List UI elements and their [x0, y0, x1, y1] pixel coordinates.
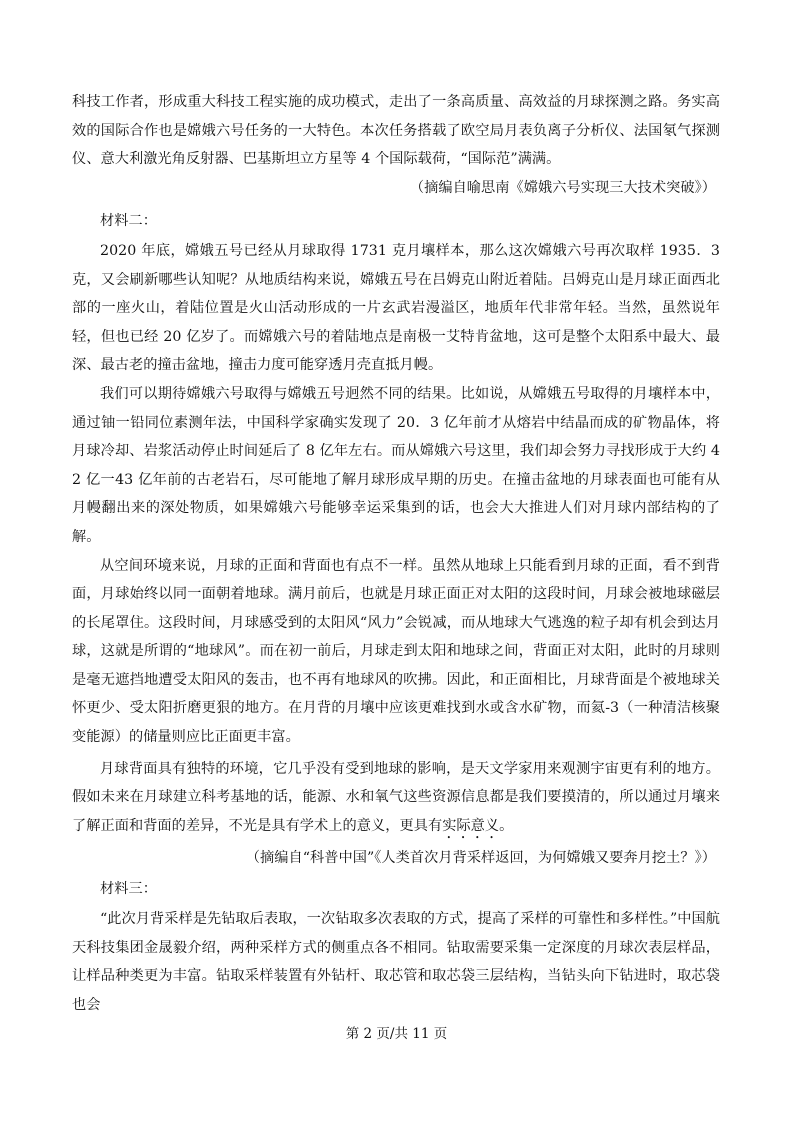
paragraph-material-2-2: 我们可以期待嫦娥六号取得与嫦娥五号迥然不同的结果。比如说，从嫦娥五号取得的月壤样本中，通过铀一铅同位素测年法，中国科学家确实发现了 20．3 亿年前才从熔岩中结晶而成的矿物晶体，将月球冷却、岩浆活动停止时间延后了 8 亿年左右。而从嫦娥六号这里，我们却会努力寻找形成于大约 42 亿一43 亿年前的古老岩石，尽可能地了解月球形成早期的历史。在撞击盆地的月球表面也可能有从月幔翻出来的深处物质，如果嫦娥六号能够幸运采集到的话，也会大大推进人们对月球内部结构的了解。: [72, 385, 720, 545]
section-heading-material-3: 材料三：: [100, 881, 157, 898]
source-citation-1: （摘编自喻思南《嫦娥六号实现三大技术突破》）: [409, 179, 716, 196]
paragraph-text-end: 。: [499, 817, 514, 834]
paragraph-material-2-3: 从空间环境来说，月球的正面和背面也有点不一样。虽然从地球上只能看到月球的正面，看不到背面，月球始终以同一面朝着地球。满月前后，也就是月球正面正对太阳的这段时间，月球会被地球磁层的长尾罩住。这段时间，月球感受到的太阳风“风力”会锐减，而从地球大气逃逸的粒子却有机会到达月球，这就是所谓的“地球风”。而在初一前后，月球走到太阳和地球之间，背面正对太阳，此时的月球则是毫无遮挡地遭受太阳风的轰击，也不再有地球风的吹拂。因此，和正面相比，月球背面是个被地球关怀更少、受太阳折磨更狠的地方。在月背的月壤中应该更难找到水或含水矿物，而氦-3（一种清洁核聚变能源）的储量则应比正面更丰富。: [72, 557, 720, 746]
source-citation-2: （摘编自“科普中国”《人类首次月背采样返回，为何嫦娥又要奔月挖土？》）: [245, 849, 716, 866]
paragraph-material-2-1: 2020 年底，嫦娥五号已经从月球取得 1731 克月壤样本，那么这次嫦娥六号再次取样 1935．3 克，又会刷新哪些认知呢？从地质结构来说，嫦娥五号在吕姆克山附近着陆。吕姆克山是月球正面西北部的一座火山，着陆位置是火山活动形成的一片玄武岩漫溢区，地质年代非常年轻。当然，虽然说年轻，但也已经 20 亿岁了。而嫦娥六号的着陆地点是南极一艾特肯盆地，这可是整个太阳系中最大、最深、最古老的撞击盆地，撞击力度可能穿透月壳直抵月幔。: [72, 242, 720, 374]
section-heading-material-2: 材料二：: [100, 213, 157, 230]
paragraph-material-2-4: [72, 755, 720, 842]
document-page: [72, 88, 720, 1048]
page-number-footer: 第 2 页/共 11 页: [345, 1026, 448, 1042]
paragraph-intro-continued: 科技工作者，形成重大科技工程实施的成功模式，走出了一条高质量、高效益的月球探测之路。务实高效的国际合作也是嫦娥六号任务的一大特色。本次任务搭载了欧空局月表负离子分析仪、法国氡气探测仪、意大利激光角反射器、巴基斯坦立方星等 4 个国际载荷，“国际范”满满。: [72, 94, 720, 168]
emphasized-phrase: 实际意义: [442, 817, 500, 834]
paragraph-text: 月球背面具有独特的环境，它几乎没有受到地球的影响，是天文学家用来观测宇宙更有利的地方。假如未来在月球建立科考基地的话，能源、水和氧气这些资源信息都是我们要摸清的，所以通过月壤来了解正面和背面的差异，不光是具有学术上的意义，更具有: [72, 760, 720, 834]
paragraph-material-3-1: “此次月背采样是先钻取后表取，一次钻取多次表取的方式，提高了采样的可靠性和多样性。”中国航天科技集团金晟毅介绍，两种采样方式的侧重点各不相同。钻取需要采集一定深度的月球次表层样品，让样品种类更为丰富。钻取采样装置有外钻杆、取芯管和取芯袋三层结构，当钻头向下钻进时，取芯袋也会: [72, 911, 720, 1013]
